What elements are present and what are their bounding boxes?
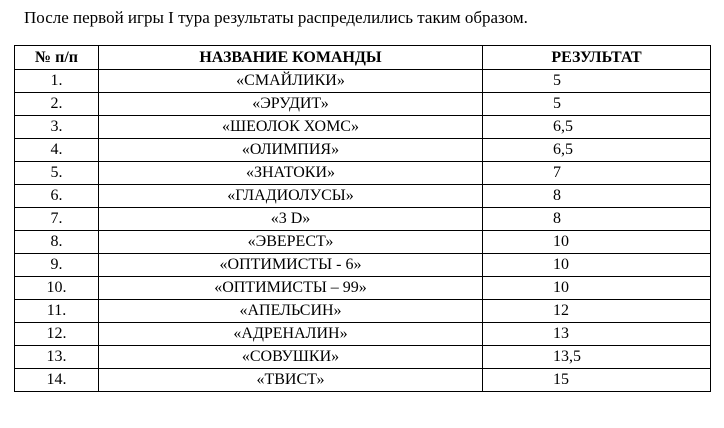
result-cell (483, 231, 711, 254)
result-value: 13,5 (553, 348, 581, 365)
row-number: 9. (15, 254, 99, 277)
team-name: «ШЕОЛОК ХОМС» (99, 116, 483, 139)
team-name: «ОПТИМИСТЫ – 99» (99, 277, 483, 300)
result-cell (483, 116, 711, 139)
table-row (15, 277, 711, 300)
result-cell (483, 208, 711, 231)
result-cell (483, 162, 711, 185)
row-number: 10. (15, 277, 99, 300)
result-value: 10 (553, 233, 569, 250)
result-value: 15 (553, 371, 569, 388)
row-number: 3. (15, 116, 99, 139)
row-number: 4. (15, 139, 99, 162)
table-row (15, 139, 711, 162)
row-number: 6. (15, 185, 99, 208)
table-row (15, 323, 711, 346)
table-row (15, 208, 711, 231)
table-row (15, 369, 711, 392)
result-value: 12 (553, 302, 569, 319)
team-name: «ОПТИМИСТЫ - 6» (99, 254, 483, 277)
header-number: № п/п (15, 46, 99, 70)
result-cell (483, 185, 711, 208)
result-value: 13 (553, 325, 569, 342)
team-name: «3 D» (99, 208, 483, 231)
row-number: 5. (15, 162, 99, 185)
result-value: 10 (553, 256, 569, 273)
intro-text: После первой игры I тура результаты распределились таким образом. (24, 8, 528, 27)
team-name: «ЭВЕРЕСТ» (99, 231, 483, 254)
table-row (15, 300, 711, 323)
table-row (15, 254, 711, 277)
result-cell (483, 346, 711, 369)
result-cell (483, 300, 711, 323)
row-number: 1. (15, 70, 99, 93)
team-name: «АПЕЛЬСИН» (99, 300, 483, 323)
team-name: «ЗНАТОКИ» (99, 162, 483, 185)
result-cell (483, 254, 711, 277)
results-table (14, 45, 711, 392)
table-row (15, 185, 711, 208)
result-value: 10 (553, 279, 569, 296)
row-number: 8. (15, 231, 99, 254)
row-number: 7. (15, 208, 99, 231)
result-value: 6,5 (553, 118, 573, 135)
result-value: 6,5 (553, 141, 573, 158)
row-number: 13. (15, 346, 99, 369)
team-name: «СМАЙЛИКИ» (99, 70, 483, 93)
result-value: 7 (553, 164, 561, 181)
result-cell (483, 369, 711, 392)
team-name: «ГЛАДИОЛУСЫ» (99, 185, 483, 208)
table-row (15, 93, 711, 116)
table-row (15, 116, 711, 139)
team-name: «СОВУШКИ» (99, 346, 483, 369)
row-number: 2. (15, 93, 99, 116)
table-row (15, 162, 711, 185)
result-cell (483, 323, 711, 346)
result-cell (483, 139, 711, 162)
header-result: РЕЗУЛЬТАТ (483, 46, 711, 70)
row-number: 12. (15, 323, 99, 346)
header-team-name: НАЗВАНИЕ КОМАНДЫ (99, 46, 483, 70)
result-value: 5 (553, 72, 561, 89)
result-cell (483, 277, 711, 300)
table-row (15, 346, 711, 369)
result-cell (483, 93, 711, 116)
result-value: 5 (553, 95, 561, 112)
team-name: «ЭРУДИТ» (99, 93, 483, 116)
result-cell (483, 70, 711, 93)
result-value: 8 (553, 210, 561, 227)
row-number: 14. (15, 369, 99, 392)
table-row (15, 70, 711, 93)
row-number: 11. (15, 300, 99, 323)
result-value: 8 (553, 187, 561, 204)
team-name: «ОЛИМПИЯ» (99, 139, 483, 162)
team-name: «ТВИСТ» (99, 369, 483, 392)
table-header-row (15, 46, 711, 70)
table-row (15, 231, 711, 254)
team-name: «АДРЕНАЛИН» (99, 323, 483, 346)
